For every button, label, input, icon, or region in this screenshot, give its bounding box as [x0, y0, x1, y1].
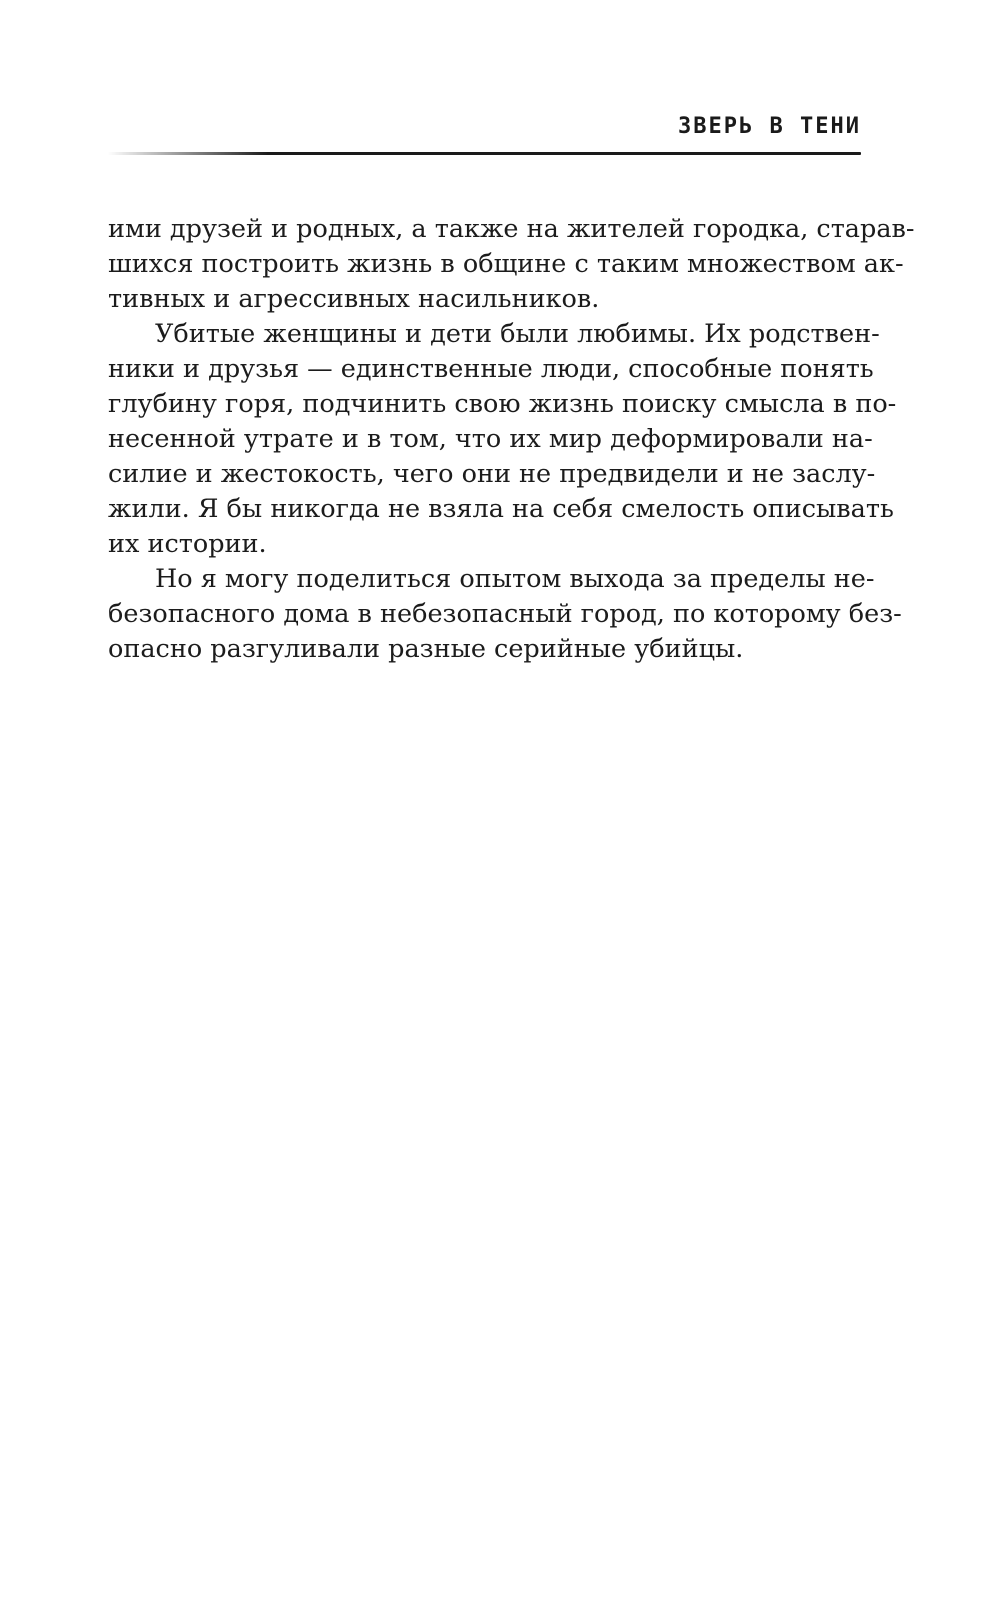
- text-line: тивных и агрессивных насильников.: [108, 284, 600, 314]
- text-line: опасно разгуливали разные серийные убийцы.: [108, 634, 744, 664]
- text-line: их истории.: [108, 529, 267, 559]
- running-header-title: ЗВЕРЬ В ТЕНИ: [678, 114, 861, 139]
- text-line: жили. Я бы никогда не взяла на себя смелость описывать: [108, 494, 894, 524]
- text-line: безопасного дома в небезопасный город, по которому без-: [108, 599, 902, 629]
- body-text: [108, 212, 915, 667]
- paragraph-1: [108, 212, 915, 317]
- header-rule-fade: [108, 152, 268, 155]
- text-line: Но я могу поделиться опытом выхода за пределы не-: [155, 564, 875, 594]
- text-line: ники и друзья — единственные люди, способные понять: [108, 354, 874, 384]
- text-line: шихся построить жизнь в общине с таким множеством ак-: [108, 249, 904, 279]
- text-line: силие и жестокость, чего они не предвидели и не заслу-: [108, 459, 876, 489]
- text-line: ими друзей и родных, а также на жителей городка, старав-: [108, 214, 915, 244]
- text-line: Убитые женщины и дети были любимы. Их родствен-: [155, 319, 880, 349]
- text-line: несенной утрате и в том, что их мир деформировали на-: [108, 424, 873, 454]
- paragraph-2: [108, 317, 897, 562]
- text-line: глубину горя, подчинить свою жизнь поиску смысла в по-: [108, 389, 897, 419]
- paragraph-3: [108, 562, 902, 667]
